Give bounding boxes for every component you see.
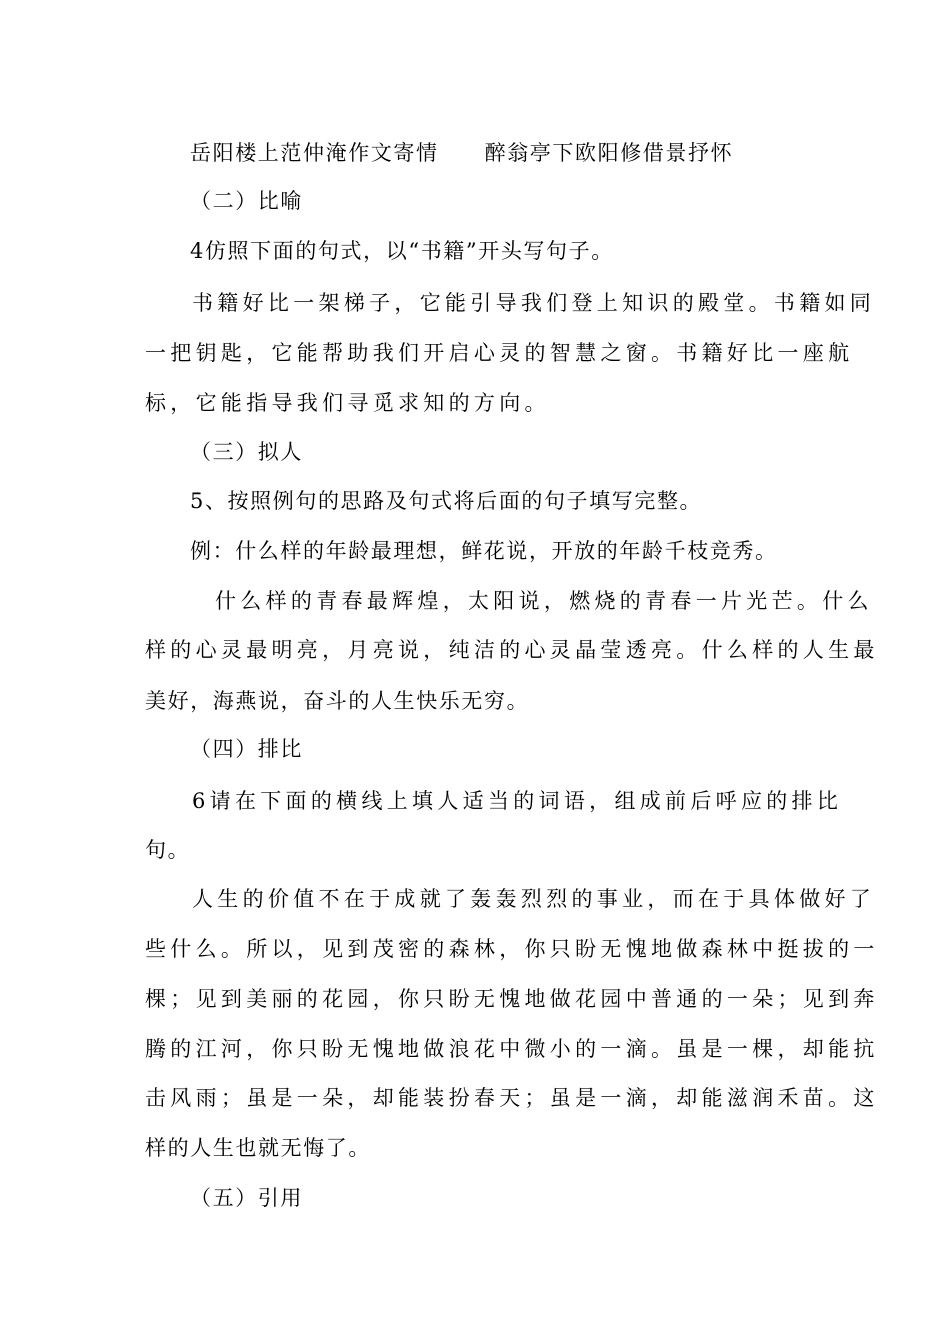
paragraph-line: 棵；见到美丽的花园，你只盼无愧地做花园中普通的一朵；见到奔 <box>145 987 879 1011</box>
couplet-right-text: 醉翁亭下欧阳修借景抒怀 <box>484 141 734 165</box>
paragraph-line: 击风雨；虽是一朵，却能装扮春天；虽是一滴，却能滋润禾苗。这 <box>145 1086 879 1110</box>
paragraph-line: 样的人生也就无悔了。 <box>145 1136 371 1160</box>
paragraph-line: 腾的江河，你只盼无愧地做浪花中微小的一滴。虽是一棵，却能抗 <box>145 1037 879 1061</box>
paragraph-line: 些什么。所以，见到茂密的森林，你只盼无愧地做森林中挺拔的一 <box>145 937 879 961</box>
paragraph-line: 什么样的青春最辉煌，太阳说，燃烧的青春一片光芒。什么 <box>215 589 873 613</box>
question-6-line: 6请在下面的横线上填人适当的词语，组成前后呼应的排比 <box>192 789 843 813</box>
question-4: 4仿照下面的句式，以“书籍”开头写句子。 <box>190 239 614 263</box>
paragraph-line: 标，它能指导我们寻觅求知的方向。 <box>145 391 550 415</box>
question-6-line: 句。 <box>145 838 191 862</box>
section-heading-parallelism: （四）排比 <box>190 737 303 761</box>
example-line: 例：什么样的年龄最理想，鲜花说，开放的年龄千枝竞秀。 <box>190 539 778 563</box>
section-heading-personification: （三）拟人 <box>190 440 303 464</box>
couplet-left-text: 岳阳楼上范仲淹作文寄情 <box>190 141 439 165</box>
paragraph-line: 书籍好比一架梯子，它能引导我们登上知识的殿堂。书籍如同 <box>192 291 876 315</box>
section-heading-metaphor: （二）比喻 <box>190 189 303 213</box>
section-heading-quotation: （五）引用 <box>190 1186 303 1210</box>
question-5: 5、按照例句的思路及句式将后面的句子填写完整。 <box>190 489 703 513</box>
paragraph-line: 样的心灵最明亮，月亮说，纯洁的心灵晶莹透亮。什么样的人生最 <box>145 638 879 662</box>
paragraph-line: 美好，海燕说，奋斗的人生快乐无穷。 <box>145 689 530 713</box>
couplet-line <box>190 138 860 168</box>
paragraph-line: 一把钥匙，它能帮助我们开启心灵的智慧之窗。书籍好比一座航 <box>145 341 854 365</box>
paragraph-line: 人生的价值不在于成就了轰轰烈烈的事业，而在于具体做好了 <box>192 887 876 911</box>
